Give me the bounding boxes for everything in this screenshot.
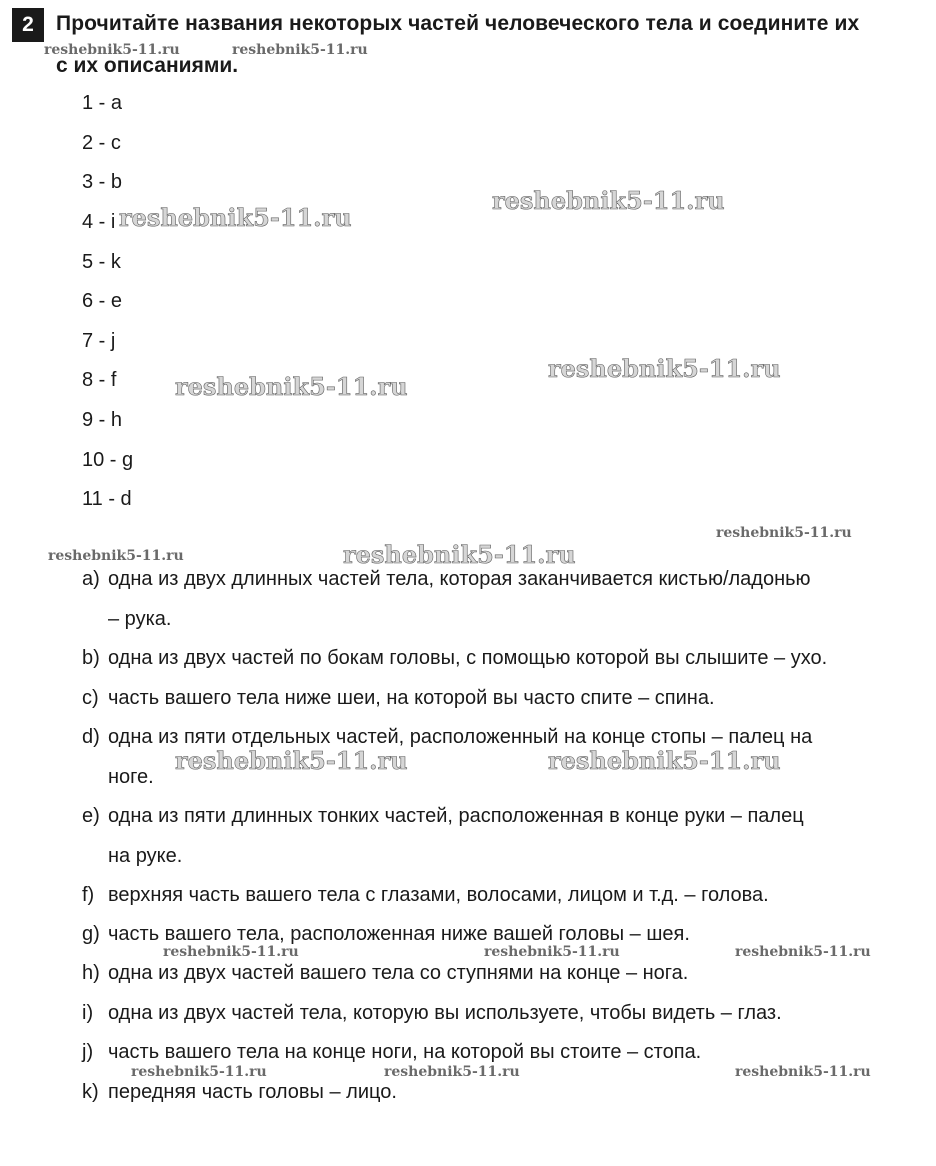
description-letter: k) bbox=[82, 1081, 99, 1103]
watermark: reshebnik5-11.ru bbox=[163, 944, 299, 960]
description-e bbox=[82, 797, 922, 876]
description-text-continuation: на руке. bbox=[108, 844, 183, 867]
description-text: одна из пяти длинных тонких частей, расположенная в конце руки – палец bbox=[108, 805, 804, 827]
answer-item: 2 - c bbox=[82, 132, 121, 154]
description-c bbox=[82, 679, 922, 719]
watermark: reshebnik5-11.ru bbox=[343, 540, 576, 569]
watermark: reshebnik5-11.ru bbox=[384, 1064, 520, 1080]
answer-item: 7 - j bbox=[82, 330, 116, 352]
description-a bbox=[82, 560, 922, 639]
description-letter: g) bbox=[82, 923, 100, 945]
answer-item: 9 - h bbox=[82, 409, 123, 431]
answer-item: 6 - e bbox=[82, 290, 123, 312]
task-number-badge: 2 bbox=[12, 8, 44, 42]
description-text: передняя часть головы – лицо. bbox=[108, 1081, 397, 1103]
watermark: reshebnik5-11.ru bbox=[119, 203, 352, 232]
description-letter: f) bbox=[82, 884, 95, 906]
description-letter: i) bbox=[82, 1002, 94, 1024]
answer-item: 10 - g bbox=[82, 449, 134, 471]
watermark: reshebnik5-11.ru bbox=[131, 1064, 267, 1080]
description-text: верхняя часть вашего тела с глазами, волосами, лицом и т.д. – голова. bbox=[108, 884, 769, 906]
description-f bbox=[82, 876, 922, 916]
answer-item: 11 - d bbox=[82, 488, 132, 510]
watermark: reshebnik5-11.ru bbox=[548, 354, 781, 383]
watermark: reshebnik5-11.ru bbox=[548, 746, 781, 775]
watermark: reshebnik5-11.ru bbox=[735, 944, 871, 960]
description-text-continuation: ноге. bbox=[108, 765, 154, 788]
watermark: reshebnik5-11.ru bbox=[232, 42, 368, 58]
watermark: reshebnik5-11.ru bbox=[175, 372, 408, 401]
description-letter: b) bbox=[82, 647, 100, 669]
description-text: часть вашего тела на конце ноги, на которой вы стоите – стопа. bbox=[108, 1041, 702, 1063]
description-text: часть вашего тела, расположенная ниже вашей головы – шея. bbox=[108, 923, 690, 945]
answer-item: 3 - b bbox=[82, 171, 123, 193]
description-letter: h) bbox=[82, 962, 100, 984]
description-text: одна из пяти отдельных частей, расположенный на конце стопы – палец на bbox=[108, 726, 813, 748]
description-letter: a) bbox=[82, 568, 100, 590]
watermark: reshebnik5-11.ru bbox=[492, 186, 725, 215]
answer-item: 8 - f bbox=[82, 369, 117, 391]
description-i bbox=[82, 994, 922, 1034]
description-letter: c) bbox=[82, 687, 99, 709]
description-text: одна из двух частей по бокам головы, с помощью которой вы слышите – ухо. bbox=[108, 647, 828, 669]
description-text: часть вашего тела ниже шеи, на которой вы часто спите – спина. bbox=[108, 687, 715, 709]
watermark: reshebnik5-11.ru bbox=[48, 548, 184, 564]
description-b bbox=[82, 639, 922, 679]
watermark: reshebnik5-11.ru bbox=[735, 1064, 871, 1080]
answer-item: 4 - i bbox=[82, 211, 116, 233]
description-text: одна из двух частей тела, которую вы используете, чтобы видеть – глаз. bbox=[108, 1002, 782, 1024]
description-letter: d) bbox=[82, 726, 100, 748]
task-title-continuation: с их описаниями. bbox=[56, 54, 239, 77]
watermark: reshebnik5-11.ru bbox=[175, 746, 408, 775]
watermark: reshebnik5-11.ru bbox=[484, 944, 620, 960]
watermark: reshebnik5-11.ru bbox=[716, 525, 852, 541]
description-letter: e) bbox=[82, 805, 100, 827]
description-text: одна из двух частей вашего тела со ступнями на конце – нога. bbox=[108, 962, 689, 984]
description-letter: j) bbox=[82, 1041, 94, 1063]
description-text-continuation: – рука. bbox=[108, 607, 172, 630]
answer-item: 5 - k bbox=[82, 251, 121, 273]
watermark: reshebnik5-11.ru bbox=[44, 42, 180, 58]
task-title: Прочитайте названия некоторых частей человеческого тела и соедините их bbox=[56, 12, 860, 35]
description-text: одна из двух длинных частей тела, которая заканчивается кистью/ладонью bbox=[108, 568, 811, 590]
answer-item: 1 - a bbox=[82, 92, 123, 114]
